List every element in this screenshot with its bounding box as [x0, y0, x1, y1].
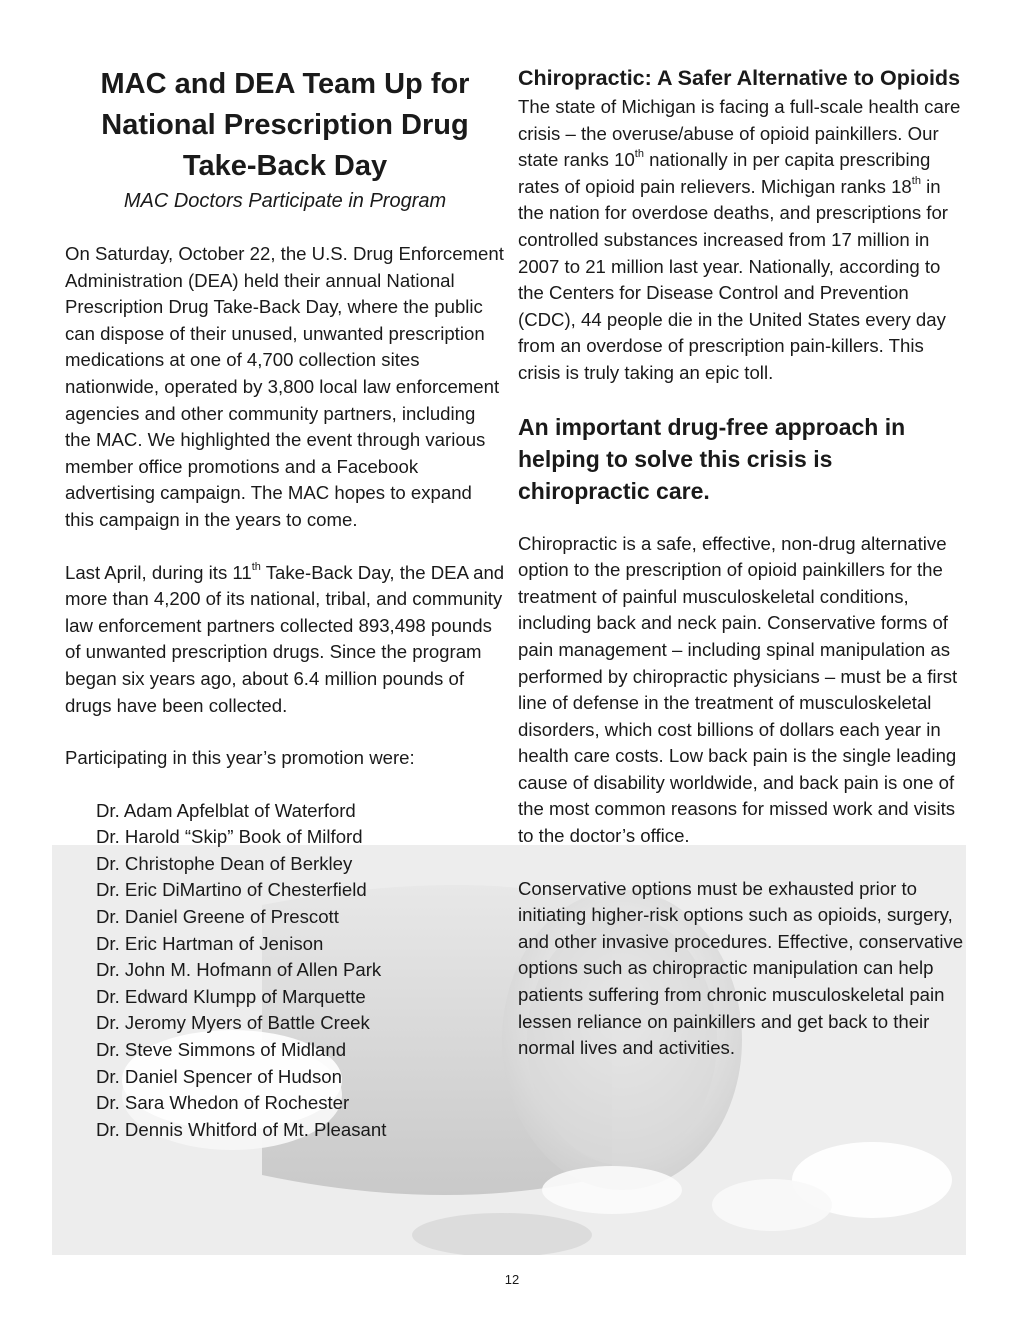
spacer: [65, 215, 505, 241]
text-segment: Last April, during its 11: [65, 561, 252, 583]
paragraph-chiropractic-safe: Chiropractic is a safe, effective, non-drug alternative option to the prescription of opioid painkillers for the treatment of painful musculoskeletal conditions, including back and neck pain. Conservative forms of pain management – including spinal manipulation as performed by chiropractic physicians – must be a first line of defense in the treatment of musculoskeletal disorders, which cost billions of dollars each year in health care costs. Low back pain is the single leading cause of disability worldwide, and back pain is one of the most common reasons for missed work and visits to the doctor’s office.: [518, 532, 958, 847]
list-item: Dr. Sara Whedon of Rochester: [96, 1092, 350, 1114]
article-subtitle: MAC Doctors Participate in Program: [123, 190, 447, 212]
spacer: [65, 772, 505, 798]
paragraph-take-back-day: On Saturday, October 22, the U.S. Drug Enforcement Administration (DEA) held their annual National Prescription Drug Take-Back Day, where the public can dispose of their unused, unwanted prescription medications at one of 4,700 collection sites nationwide, operated by 3,800 local law enforcement agencies and other community partners, including the MAC. We highlighted the event through various member office promotions and a Facebook advertising campaign. The MAC hopes to expand this campaign in the years to come.: [65, 243, 504, 530]
section-heading: Chiropractic: A Safer Alternative to Opioids: [518, 66, 961, 90]
paragraph-last-april: [65, 560, 505, 720]
list-item: Dr. Eric DiMartino of Chesterfield: [96, 879, 367, 901]
list-item: Dr. Daniel Spencer of Hudson: [96, 1065, 342, 1087]
list-item: Dr. Daniel Greene of Prescott: [96, 906, 339, 928]
text-segment: The state of Michigan is facing a full-scale health care crisis – the overuse/abuse of opioid painkillers. Our state ranks 10: [518, 96, 961, 171]
left-column: [65, 62, 505, 1143]
list-item: Dr. Jeromy Myers of Battle Creek: [96, 1012, 370, 1034]
list-item: Dr. Steve Simmons of Midland: [96, 1039, 347, 1061]
list-item: Dr. John M. Hofmann of Allen Park: [96, 959, 382, 981]
list-item: Dr. Edward Klumpp of Marquette: [96, 985, 366, 1007]
spacer: [518, 850, 968, 876]
superscript: th: [251, 560, 261, 573]
page-number: 12: [504, 1272, 520, 1287]
doctor-list: [65, 798, 505, 1144]
spacer: [65, 534, 505, 560]
spacer: [65, 719, 505, 745]
highlight-heading: An important drug-free approach in helping to solve this crisis is chiropractic care.: [518, 413, 906, 504]
article-title: MAC and DEA Team Up for National Prescription Drug Take-Back Day: [100, 68, 470, 182]
superscript: th: [911, 174, 921, 187]
spacer: [518, 387, 968, 411]
paragraph-conservative-options: Conservative options must be exhausted prior to initiating higher-risk options such as opioids, surgery, and other invasive procedures. Effective, conservative options such as chiropractic manipulation can help patients suffering from chronic musculoskeletal pain lessen reliance on painkillers and get back to their normal lives and activities.: [518, 877, 964, 1059]
spacer: [518, 507, 968, 531]
text-segment: in the nation for overdose deaths, and prescriptions for controlled substances increased from 17 million in 2007 to 21 million last year. Nationally, according to the Centers for Disease Control and Prevention (CDC), 44 people die in the United States every day from an overdose of prescription pain-killers. This crisis is truly taking an epic toll.: [518, 175, 948, 383]
superscript: th: [634, 148, 644, 161]
list-item: Dr. Harold “Skip” Book of Milford: [96, 826, 363, 848]
list-item: Dr. Dennis Whitford of Mt. Pleasant: [96, 1118, 387, 1140]
text-segment: Take-Back Day, the DEA and more than 4,200 of its national, tribal, and community law enforcement partners collected 893,498 pounds of unwanted prescription drugs. Since the program began six years ago, about 6.4 million pounds of drugs have been collected.: [65, 561, 505, 716]
list-item: Dr. Adam Apfelblat of Waterford: [96, 799, 356, 821]
participants-intro: Participating in this year’s promotion were:: [65, 747, 415, 769]
paragraph-michigan-crisis: [518, 94, 968, 387]
right-column: [518, 62, 968, 1062]
text-segment: nationally in per capita prescribing rates of opioid pain relievers. Michigan ranks 18: [518, 149, 931, 197]
list-item: Dr. Eric Hartman of Jenison: [96, 932, 324, 954]
list-item: Dr. Christophe Dean of Berkley: [96, 852, 353, 874]
